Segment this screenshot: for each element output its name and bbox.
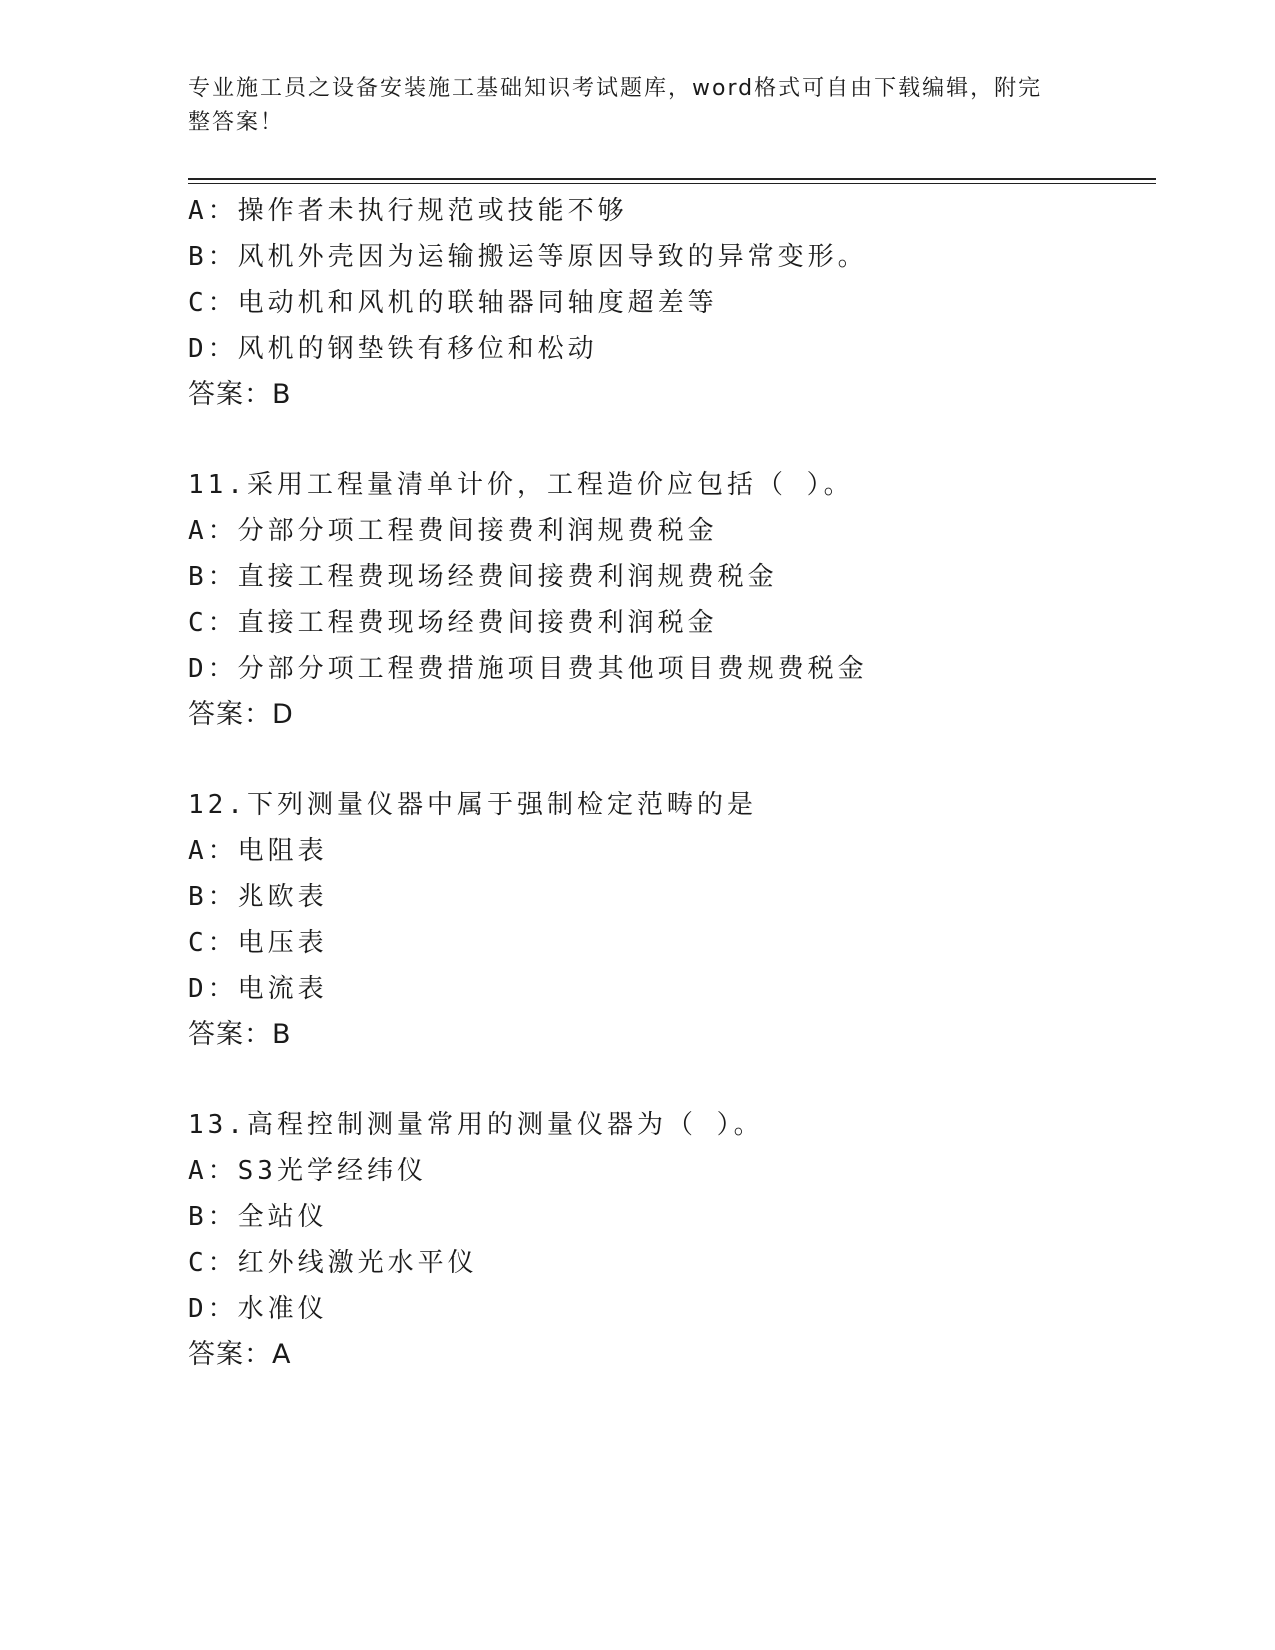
option-a: A：S3光学经纬仪 [188, 1156, 427, 1186]
option-b: B：直接工程费现场经费间接费利润规费税金 [188, 562, 778, 592]
question-12 [188, 782, 1156, 1058]
answer-line: 答案：A [188, 1339, 292, 1370]
document-header [188, 72, 1068, 140]
answer-line: 答案：B [188, 379, 292, 410]
option-c: C：直接工程费现场经费间接费利润税金 [188, 608, 718, 638]
question-stem: 11.采用工程量清单计价，工程造价应包括（ ）。 [188, 470, 854, 500]
option-a: A：操作者未执行规范或技能不够 [188, 196, 628, 226]
question-10-continued [188, 188, 1156, 418]
option-c: C：电压表 [188, 928, 328, 958]
header-line-2: 整答案！ [188, 110, 285, 135]
spacer [188, 418, 1156, 462]
header-rule-thin [188, 183, 1156, 184]
question-stem: 12.下列测量仪器中属于强制检定范畴的是 [188, 790, 757, 820]
option-c: C：电动机和风机的联轴器同轴度超差等 [188, 288, 718, 318]
header-rule-thick [188, 178, 1156, 180]
option-d: D：分部分项工程费措施项目费其他项目费规费税金 [188, 654, 868, 684]
question-11 [188, 462, 1156, 738]
option-a: A：分部分项工程费间接费利润规费税金 [188, 516, 718, 546]
option-d: D：水准仪 [188, 1294, 328, 1324]
option-d: D：电流表 [188, 974, 328, 1004]
option-a: A：电阻表 [188, 836, 328, 866]
question-13 [188, 1102, 1156, 1378]
header-line-1: 专业施工员之设备安装施工基础知识考试题库，word格式可自由下载编辑，附完 [188, 76, 1043, 101]
option-c: C：红外线激光水平仪 [188, 1248, 478, 1278]
question-stem: 13.高程控制测量常用的测量仪器为（ ）。 [188, 1110, 764, 1140]
option-b: B：兆欧表 [188, 882, 328, 912]
answer-line: 答案：D [188, 699, 294, 730]
option-b: B：风机外壳因为运输搬运等原因导致的异常变形。 [188, 242, 868, 272]
answer-line: 答案：B [188, 1019, 292, 1050]
option-d: D：风机的钢垫铁有移位和松动 [188, 334, 598, 364]
spacer [188, 1058, 1156, 1102]
spacer [188, 738, 1156, 782]
question-content [188, 188, 1156, 1378]
option-b: B：全站仪 [188, 1202, 328, 1232]
